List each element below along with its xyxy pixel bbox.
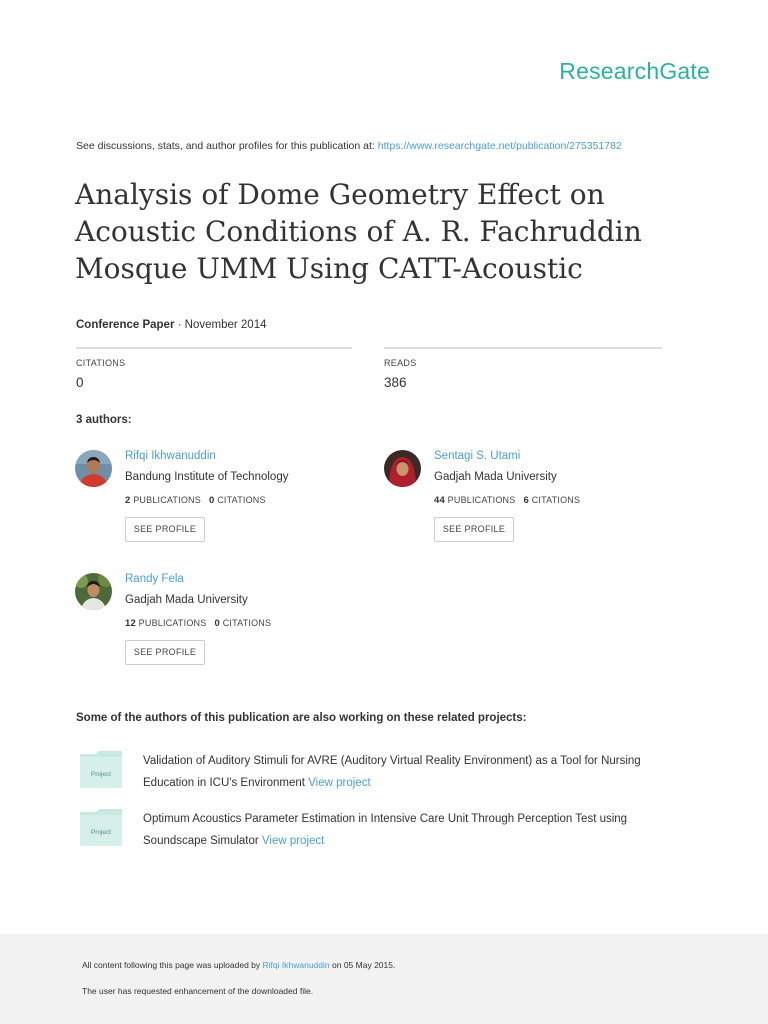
avatar[interactable] [75,450,112,487]
view-project-link[interactable]: View project [308,777,371,789]
citations-value: 0 [76,375,84,390]
paper-meta [76,319,267,331]
project-item [76,750,696,798]
project-folder-icon [80,750,122,790]
publications-count: 2 [125,495,131,506]
reads-divider [384,347,662,349]
author-card [75,573,365,683]
publications-count: 12 [125,618,136,629]
publication-url-link[interactable]: https://www.researchgate.net/publication/275351782 [377,140,622,152]
project-description [143,808,683,852]
see-profile-button[interactable]: SEE PROFILE [125,517,205,542]
author-stats [125,618,271,629]
publications-count: 44 [434,495,445,506]
discussion-line [76,140,622,152]
publications-label: PUBLICATIONS [138,618,207,628]
publications-label: PUBLICATIONS [447,495,516,505]
citations-divider [76,347,352,349]
author-card [384,450,674,560]
researchgate-logo[interactable]: ResearchGate [559,58,710,84]
view-project-link[interactable]: View project [261,835,325,847]
uploader-link[interactable]: Rifqi Ikhwanuddin [262,960,330,970]
author-name[interactable]: Sentagi S. Utami [434,450,521,462]
paper-date: · November 2014 [177,319,267,331]
author-stats [125,495,266,506]
paper-type: Conference Paper [76,319,175,331]
see-profile-button[interactable]: SEE PROFILE [434,517,514,542]
author-name[interactable]: Rifqi Ikhwanuddin [125,450,216,462]
projects-heading: Some of the authors of this publication are also working on these related projects: [76,712,527,724]
avatar[interactable] [75,573,112,610]
citations-label: CITATIONS [76,358,126,368]
footer [0,934,768,1024]
project-icon-label: Project [90,829,112,836]
author-institution: Gadjah Mada University [125,594,248,606]
reads-value: 386 [384,375,407,390]
project-item [76,808,696,856]
citations-label: CITATIONS [531,495,581,505]
upload-prefix: All content following this page was uploaded by [82,960,261,970]
author-card [75,450,365,560]
author-stats [434,495,580,506]
avatar[interactable] [384,450,421,487]
project-folder-icon [80,808,122,848]
upload-note [82,960,395,970]
authors-heading: 3 authors: [76,414,132,426]
upload-suffix: on 05 May 2015. [332,960,396,970]
project-title: Validation of Auditory Stimuli for AVRE (Auditory Virtual Reality Environment) as a Tool for Nursing Education in ICU's Environment [143,755,641,789]
author-institution: Gadjah Mada University [434,471,557,483]
author-name[interactable]: Randy Fela [125,573,184,585]
project-icon-label: Project [90,771,112,778]
citations-label: CITATIONS [217,495,266,505]
project-title: Optimum Acoustics Parameter Estimation in Intensive Care Unit Through Perception Test using Soundscape Simulator [143,813,628,847]
citations-count: 0 [214,618,221,629]
enhancement-note: The user has requested enhancement of the downloaded file. [82,986,314,996]
project-description [143,750,683,794]
author-institution: Bandung Institute of Technology [125,471,289,483]
paper-title: Analysis of Dome Geometry Effect on Acoustic Conditions of A. R. Fachruddin Mosque UMM Using CATT-Acoustic [75,178,642,285]
publications-label: PUBLICATIONS [133,495,201,505]
discussion-text: See discussions, stats, and author profiles for this publication at: [76,140,375,152]
reads-label: READS [384,358,417,368]
citations-count: 0 [209,495,215,506]
citations-count: 6 [523,495,530,506]
citations-label: CITATIONS [222,618,272,628]
see-profile-button[interactable]: SEE PROFILE [125,640,205,665]
